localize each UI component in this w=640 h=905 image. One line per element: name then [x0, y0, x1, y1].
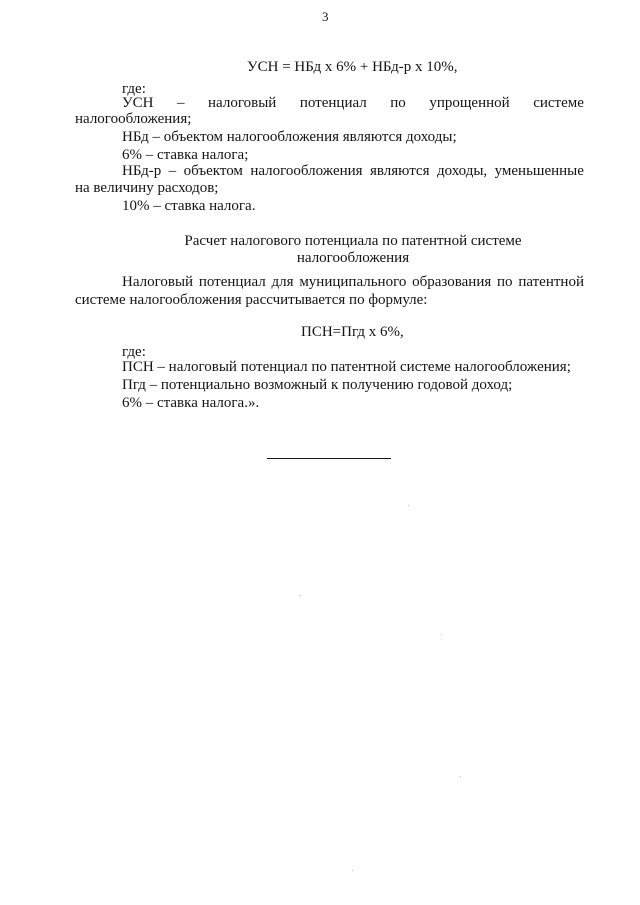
where-label-2: где: — [122, 344, 146, 360]
pgd-definition: Пгд – потенциально возможный к получению годовой доход; — [122, 377, 513, 393]
section-heading-line1: Расчет налогового потенциала по патентной системе — [184, 233, 522, 249]
scan-speck — [460, 776, 461, 777]
psn-intro-word: потенциал — [198, 274, 266, 290]
nbdr-definition-word: доходы, — [436, 163, 488, 179]
usn-definition-word: по — [390, 95, 406, 111]
usn-definition-word: – — [177, 95, 185, 111]
rate-6-definition: 6% – ставка налога; — [122, 147, 249, 163]
nbd-definition: НБд – объектом налогообложения являются доходы; — [122, 129, 457, 145]
nbdr-definition-word: объектом — [183, 163, 243, 179]
rate-10-definition: 10% – ставка налога. — [122, 198, 256, 214]
scan-speck — [408, 505, 409, 506]
usn-definition-word: УСН — [122, 95, 154, 111]
nbdr-definition-line1 — [122, 162, 584, 180]
psn-definition: ПСН – налоговый потенциал по патентной системе налогообложения; — [122, 359, 571, 375]
page-number: 3 — [322, 9, 329, 24]
nbdr-definition-word: НБд-р — [122, 163, 162, 179]
where-label: где: — [122, 81, 146, 97]
nbdr-definition-word: – — [168, 163, 177, 179]
psn-intro-word: патентной — [518, 274, 584, 290]
rate-6-definition-2: 6% – ставка налога.». — [122, 395, 260, 411]
end-divider — [267, 458, 391, 459]
nbdr-definition-word: налогообложения — [250, 163, 363, 179]
psn-intro-word: для — [271, 274, 294, 290]
usn-formula: УСН = НБд х 6% + НБд-р х 10%, — [247, 59, 458, 75]
scan-speck — [441, 634, 442, 635]
nbdr-definition-line2: на величину расходов; — [75, 180, 219, 196]
psn-intro-line2: системе налогообложения рассчитывается по формуле: — [75, 292, 428, 308]
scan-speck — [352, 870, 353, 871]
usn-definition-word: упрощенной — [429, 95, 510, 111]
psn-intro-word: Налоговый — [122, 274, 194, 290]
psn-intro-word: образования — [412, 274, 492, 290]
scan-speck — [300, 595, 301, 596]
usn-definition-line2: налогообложения; — [75, 111, 192, 127]
usn-definition-word: системе — [533, 95, 584, 111]
usn-definition-word: потенциал — [299, 95, 367, 111]
section-heading-line2: налогообложения — [296, 250, 410, 266]
psn-formula: ПСН=Пгд х 6%, — [301, 324, 404, 340]
psn-intro-line1 — [122, 273, 584, 291]
psn-intro-word: по — [497, 274, 513, 290]
psn-intro-word: муниципального — [299, 274, 407, 290]
nbdr-definition-word: являются — [370, 163, 430, 179]
nbdr-definition-word: уменьшенные — [494, 163, 584, 179]
usn-definition-word: налоговый — [208, 95, 277, 111]
